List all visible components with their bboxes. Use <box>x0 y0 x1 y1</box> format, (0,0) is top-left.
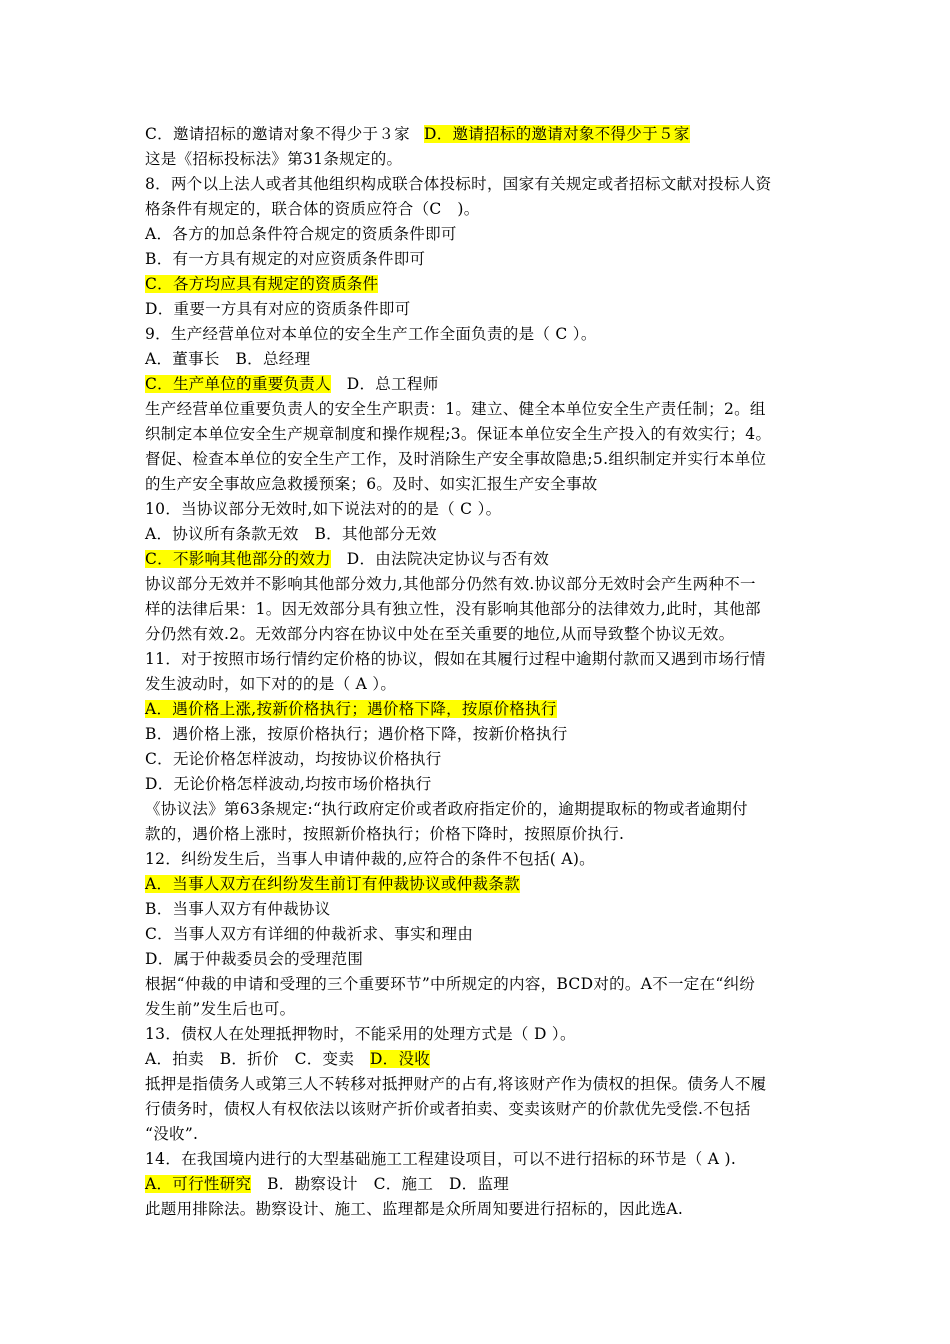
text-line <box>145 797 810 822</box>
text-segment: 14．在我国境内进行的大型基础施工工程建设项目，可以不进行招标的环节是（ A ). <box>145 1150 737 1168</box>
text-segment: “没收”. <box>145 1125 199 1143</box>
text-line <box>145 597 810 622</box>
text-line <box>145 397 810 422</box>
text-line <box>145 1172 810 1197</box>
text-segment: 发生前”发生后也可。 <box>145 1000 296 1018</box>
text-segment: 抵押是指债务人或第三人不转移对抵押财产的占有,将该财产作为债权的担保。债务人不履 <box>145 1075 767 1093</box>
text-line <box>145 997 810 1022</box>
text-line <box>145 722 810 747</box>
text-line <box>145 1197 810 1222</box>
text-line <box>145 147 810 172</box>
text-segment: 样的法律后果：1。因无效部分具有独立性，没有影响其他部分的法律效力,此时，其他部 <box>145 600 761 618</box>
text-line <box>145 472 810 497</box>
text-segment: 12．纠纷发生后，当事人申请仲裁的,应符合的条件不包括( A)。 <box>145 850 595 868</box>
text-line <box>145 1147 810 1172</box>
text-segment: D．由法院决定协议与否有效 <box>330 550 550 568</box>
text-segment: B．勘察设计 C．施工 D．监理 <box>251 1175 510 1193</box>
text-line <box>145 372 810 397</box>
text-segment: 11．对于按照市场行情约定价格的协议，假如在其履行过程中逾期付款而又遇到市场行情 <box>145 650 766 668</box>
text-segment: 《协议法》第63条规定:“执行政府定价或者政府指定价的，逾期提取标的物或者逾期付 <box>145 800 748 818</box>
text-segment: D．属于仲裁委员会的受理范围 <box>145 950 364 968</box>
text-line <box>145 197 810 222</box>
text-segment: 8．两个以上法人或者其他组织构成联合体投标时，国家有关规定或者招标文献对投标人资 <box>145 175 772 193</box>
text-segment: 的生产安全事故应急救援预案；6。及时、如实汇报生产安全事故 <box>145 475 598 493</box>
text-segment: D．总工程师 <box>330 375 439 393</box>
text-line <box>145 872 810 897</box>
highlighted-answer: A．当事人双方在纠纷发生前订有仲裁协议或仲裁条款 <box>145 875 520 893</box>
text-line <box>145 172 810 197</box>
text-line <box>145 497 810 522</box>
text-line <box>145 897 810 922</box>
text-segment: C．无论价格怎样波动，均按协议价格执行 <box>145 750 442 768</box>
text-line <box>145 847 810 872</box>
text-line <box>145 547 810 572</box>
text-segment: 此题用排除法。勘察设计、施工、监理都是众所周知要进行招标的，因此选A. <box>145 1200 684 1218</box>
text-segment: A．董事长 B．总经理 <box>145 350 311 368</box>
highlighted-answer: A．可行性研究 <box>145 1175 252 1193</box>
text-segment: 9．生产经营单位对本单位的安全生产工作全面负责的是（ C ）。 <box>145 325 597 343</box>
text-segment: 生产经营单位重要负责人的安全生产职责：1。建立、健全本单位安全生产责任制；2。组 <box>145 400 766 418</box>
text-segment: A．拍卖 B．折价 C．变卖 <box>145 1050 370 1068</box>
text-segment: A．协议所有条款无效 B．其他部分无效 <box>145 525 437 543</box>
text-segment: D．重要一方具有对应的资质条件即可 <box>145 300 411 318</box>
text-segment: 根据“仲裁的申请和受理的三个重要环节”中所规定的内容，BCD对的。A不一定在“纠纷 <box>145 975 756 993</box>
text-line <box>145 672 810 697</box>
text-segment: 格条件有规定的，联合体的资质应符合（C )。 <box>145 200 480 218</box>
text-segment: 督促、检查本单位的安全生产工作，及时消除生产安全事故隐患;5.组织制定并实行本单位 <box>145 450 767 468</box>
text-line <box>145 1097 810 1122</box>
text-segment: 分仍然有效.2。无效部分内容在协议中处在至关重要的地位,从而导致整个协议无效。 <box>145 625 735 643</box>
text-line <box>145 972 810 997</box>
highlighted-answer: D．没收 <box>369 1050 431 1068</box>
text-line <box>145 322 810 347</box>
text-line <box>145 222 810 247</box>
text-line <box>145 647 810 672</box>
text-line <box>145 922 810 947</box>
text-line <box>145 697 810 722</box>
text-line <box>145 272 810 297</box>
text-line <box>145 772 810 797</box>
text-segment: B．有一方具有规定的对应资质条件即可 <box>145 250 426 268</box>
highlighted-answer: C．各方均应具有规定的资质条件 <box>145 275 379 293</box>
text-line <box>145 622 810 647</box>
text-segment: 行债务时，债权人有权依法以该财产折价或者拍卖、变卖该财产的价款优先受偿.不包括 <box>145 1100 751 1118</box>
text-line <box>145 747 810 772</box>
text-segment: B．当事人双方有仲裁协议 <box>145 900 331 918</box>
text-segment: C．当事人双方有详细的仲裁祈求、事实和理由 <box>145 925 474 943</box>
highlighted-answer: A．遇价格上涨,按新价格执行；遇价格下降，按原价格执行 <box>145 700 557 718</box>
text-line <box>145 297 810 322</box>
highlighted-answer: C．生产单位的重要负责人 <box>145 375 331 393</box>
text-line <box>145 122 810 147</box>
text-segment: B．遇价格上涨，按原价格执行；遇价格下降，按新价格执行 <box>145 725 568 743</box>
text-segment: A．各方的加总条件符合规定的资质条件即可 <box>145 225 457 243</box>
text-line <box>145 522 810 547</box>
text-segment: 13．债权人在处理抵押物时，不能采用的处理方式是（ D ）。 <box>145 1025 576 1043</box>
text-segment: 织制定本单位安全生产规章制度和操作规程;3。保证本单位安全生产投入的有效实行；4。 <box>145 425 772 443</box>
text-line <box>145 572 810 597</box>
highlighted-answer: D．邀请招标的邀请对象不得少于５家 <box>423 125 690 143</box>
text-line <box>145 1072 810 1097</box>
text-line <box>145 347 810 372</box>
text-segment: 款的，遇价格上涨时，按照新价格执行；价格下降时，按照原价执行. <box>145 825 625 843</box>
document-page <box>145 122 810 1222</box>
text-line <box>145 447 810 472</box>
text-line <box>145 1047 810 1072</box>
text-line <box>145 1022 810 1047</box>
text-segment: 发生波动时，如下对的的是（ A ）。 <box>145 675 397 693</box>
text-segment: 这是《招标投标法》第31条规定的。 <box>145 150 403 168</box>
text-line <box>145 422 810 447</box>
text-line <box>145 247 810 272</box>
text-segment: D．无论价格怎样波动,均按市场价格执行 <box>145 775 432 793</box>
text-segment: 10．当协议部分无效时,如下说法对的的是（ C ）。 <box>145 500 502 518</box>
text-line <box>145 947 810 972</box>
text-segment: C．邀请招标的邀请对象不得少于３家 <box>145 125 410 143</box>
highlighted-answer: C．不影响其他部分的效力 <box>145 550 331 568</box>
text-segment: 协议部分无效并不影响其他部分效力,其他部分仍然有效.协议部分无效时会产生两种不一 <box>145 575 756 593</box>
text-line <box>145 822 810 847</box>
text-line <box>145 1122 810 1147</box>
